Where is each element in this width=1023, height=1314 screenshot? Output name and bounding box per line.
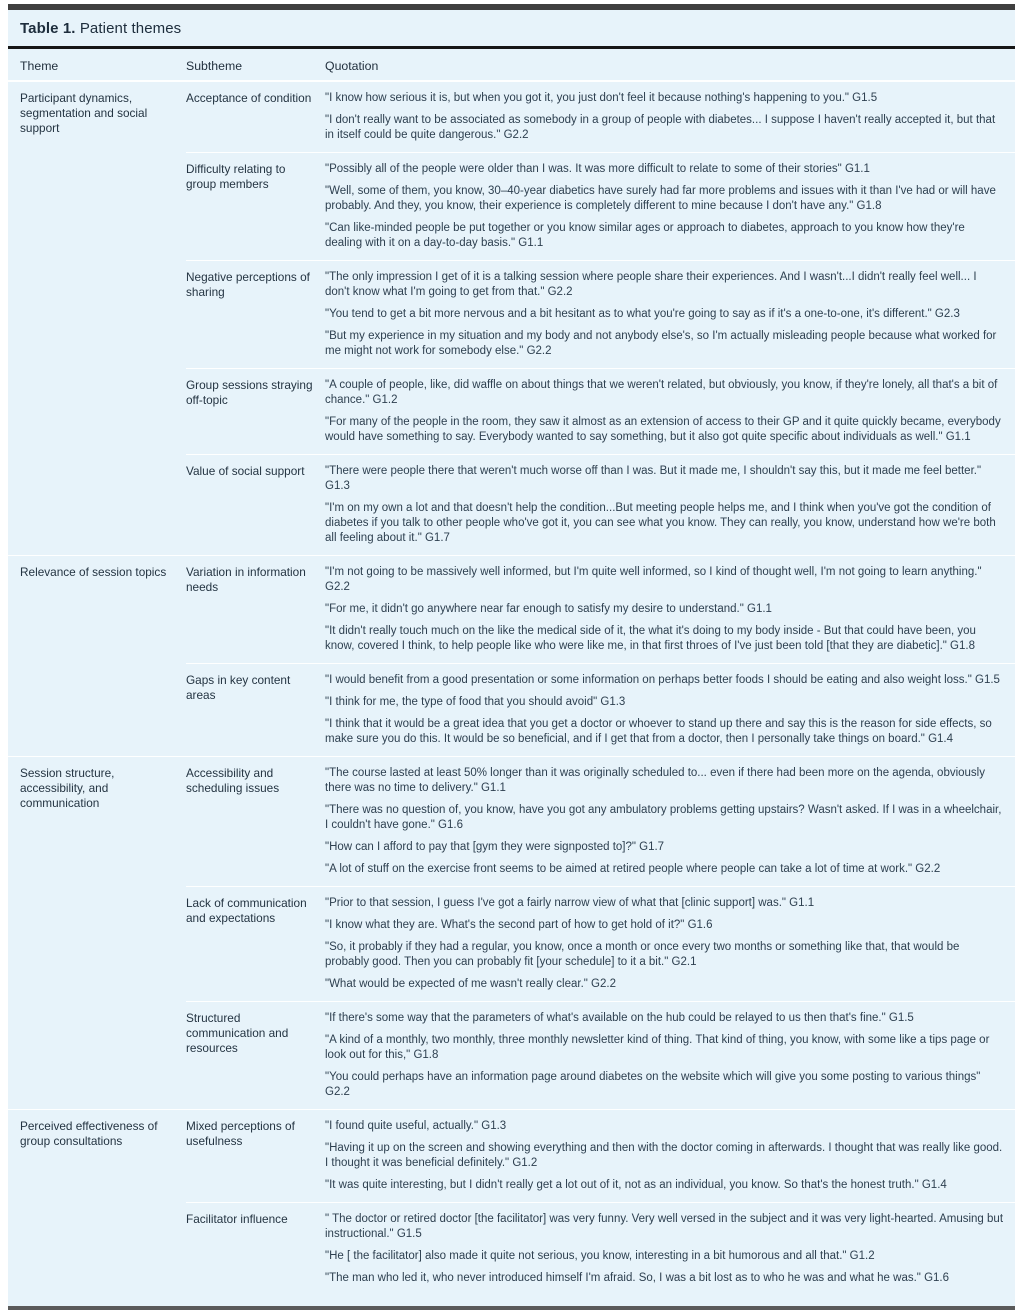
quotation-text: "He [ the facilitator] also made it quite not serious, you know, interesting in a bit humorous and all that." G1.2 [325, 1250, 875, 1262]
table-caption-label: Table 1. [20, 20, 76, 37]
quotation-text: "Well, some of them, you know, 30–40-year diabetics have surely had far more problems and issues with it than I've had or will have probably. And they, you know, their experience is completely different to mine because I don't have any." G1.8 [325, 185, 996, 212]
quotation-text: "There was no question of, you know, have you got any ambulatory problems getting upstairs? Wasn't asked. If I was in a wheelchair, I couldn't have gone." G1.6 [325, 804, 1002, 831]
quote-cell [325, 757, 1015, 887]
quote-cell [325, 556, 1015, 664]
quotation-text: "I think for me, the type of food that you should avoid" G1.3 [325, 696, 626, 708]
quote-cell [325, 1110, 1015, 1203]
table-caption [8, 10, 1015, 46]
theme-cell: Perceived effectiveness of group consultations [8, 1110, 186, 1296]
table-caption-text: Patient themes [79, 20, 182, 37]
quotation-text: "I'm not going to be massively well informed, but I'm quite well informed, so I kind of thought well, I'm not going to learn anything." G2.2 [325, 566, 982, 593]
table-row [8, 757, 1015, 887]
subtheme-cell: Acceptance of condition [186, 91, 312, 105]
quotation-text: "For me, it didn't go anywhere near far enough to satisfy my desire to understand." G1.1 [325, 603, 772, 615]
quotation-text: "I don't really want to be associated as somebody in a group of people with diabetes... I suppose I haven't really accepted it, but that in itself could be quite dangerous." G2.2 [325, 114, 996, 141]
subtheme-cell: Accessibility and scheduling issues [186, 757, 325, 887]
column-header-theme: Theme [8, 49, 186, 81]
quotation-text: "It didn't really touch much on the like the medical side of it, the what it's doing to my body inside - But that could have been, you know, covered I think, to help people like who were like me, in that first throes of I've just been told [that they are diabetic]." G1.8 [325, 625, 976, 652]
quote-cell [325, 261, 1015, 369]
subtheme-cell: Group sessions straying off-topic [186, 369, 325, 455]
quotation-text: "I know what they are. What's the second part of how to get hold of it?" G1.6 [325, 919, 713, 931]
quotation-text: "Having it up on the screen and showing everything and then with the doctor coming in afterwards. I thought that was really like good. I thought it was beneficial definitely." G1.2 [325, 1142, 1003, 1169]
quotation-text: "What would be expected of me wasn't really clear." G2.2 [325, 978, 616, 990]
table-body [8, 81, 1015, 1295]
quotation-text: "A lot of stuff on the exercise front seems to be aimed at retired people where people can take a lot of time at work." G2.2 [325, 863, 941, 875]
patient-themes-table [8, 49, 1015, 1295]
quote-cell [325, 81, 1015, 153]
subtheme-cell: Difficulty relating to group members [186, 153, 325, 261]
quotation-text: " The doctor or retired doctor [the facilitator] was very funny. Very well versed in the subject and it was very light-hearted. Amusing but instructional." G1.5 [325, 1213, 1004, 1240]
column-header-subtheme: Subtheme [186, 49, 325, 81]
quote-cell [325, 153, 1015, 261]
quotation-text: "The only impression I get of it is a talking session where people share their experiences. And I wasn't...I didn't really feel well... I don't know what I'm going to get from that." G2.2 [325, 271, 977, 298]
quotation-text: "A kind of a monthly, two monthly, three monthly newsletter kind of thing. That kind of thing, you know, with some like a tips page or look out for this," G1.8 [325, 1034, 990, 1061]
table-row [8, 1110, 1015, 1203]
quotation-text: "I'm on my own a lot and that doesn't help the condition...But meeting people helps me, and I think when you've got the condition of diabetes if you talk to other people who've got it, you can see what you know. They can really, you know, understand how we're both all feeling about it." G1.7 [325, 502, 996, 544]
subtheme-cell: Gaps in key content areas [186, 664, 325, 757]
quotation-text: "There were people there that weren't much worse off than I was. But it made me, I shouldn't say this, but it made me feel better." G1.3 [325, 465, 982, 492]
subtheme-cell: Lack of communication and expectations [186, 887, 325, 1002]
quote-cell [325, 1002, 1015, 1110]
subtheme-cell: Value of social support [186, 455, 325, 556]
quotation-text: "I would benefit from a good presentation or some information on perhaps better foods I should be eating and also weight loss." G1.5 [325, 674, 1000, 686]
subtheme-cell: Facilitator influence [186, 1203, 325, 1296]
quote-cell [325, 664, 1015, 757]
quotation-text: "I think that it would be a great idea that you get a doctor or whoever to stand up there and say this is the reason for side effects, so make sure you do this. It would be so beneficial, and if I get that from a doctor, then I personally take things on board." G1.4 [325, 718, 992, 745]
table-panel [8, 4, 1015, 1310]
theme-cell: Session structure, accessibility, and communication [8, 757, 186, 1110]
quotation-text: "A couple of people, like, did waffle on about things that we weren't related, but obviously, you know, if they're lonely, all that's a bit of chance." G1.2 [325, 379, 998, 406]
quotation-text: "Prior to that session, I guess I've got a fairly narrow view of what that [clinic support] was." G1.1 [325, 897, 815, 909]
header-row [8, 49, 1015, 81]
quote-cell [325, 455, 1015, 556]
quotation-text: "The course lasted at least 50% longer than it was originally scheduled to... even if there had been more on the agenda, obviously there was no time to delivery." G1.1 [325, 767, 985, 794]
quote-cell [325, 887, 1015, 1002]
table-row [8, 556, 1015, 664]
quote-cell [325, 1203, 1015, 1296]
quotation-text: "It was quite interesting, but I didn't really get a lot out of it, not as an individual, you know. So that's the honest truth." G1.4 [325, 1179, 947, 1191]
quotation-text: "How can I afford to pay that [gym they were signposted to]?" G1.7 [325, 841, 665, 853]
quotation-text: "You tend to get a bit more nervous and a bit hesitant as to what you're going to say as if it's a one-to-one, it's different." G2.3 [325, 308, 960, 320]
quotation-text: "The man who led it, who never introduced himself I'm afraid. So, I was a bit lost as to who he was and what he was." G1.6 [325, 1272, 950, 1284]
quotation-text: "I know how serious it is, but when you got it, you just don't feel it because nothing's happening to you." G1.5 [325, 92, 878, 104]
subtheme-cell: Negative perceptions of sharing [186, 261, 325, 369]
quotation-text: "For many of the people in the room, they saw it almost as an extension of access to their GP and it quite quickly became, everybody would have something to say. Everybody wanted to say something, but it also got quite specific about individuals as well." G1.1 [325, 416, 1001, 443]
table-row [8, 81, 1015, 153]
theme-cell: Participant dynamics, segmentation and social support [20, 91, 148, 135]
theme-cell: Relevance of session topics [8, 556, 186, 757]
quotation-text: "Possibly all of the people were older than I was. It was more difficult to relate to some of their stories" G1.1 [325, 163, 870, 175]
quotation-text: "You could perhaps have an information page around diabetes on the website which will give you some posting to various things" G2.2 [325, 1071, 981, 1098]
quotation-text: "Can like-minded people be put together or you know similar ages or approach to diabetes, approach to you know how they're dealing with it on a day-to-day basis." G1.1 [325, 222, 965, 249]
quotation-text: "I found quite useful, actually." G1.3 [325, 1120, 507, 1132]
quote-cell [325, 369, 1015, 455]
subtheme-cell: Mixed perceptions of usefulness [186, 1110, 325, 1203]
subtheme-cell: Variation in information needs [186, 556, 325, 664]
quotation-text: "But my experience in my situation and my body and not anybody else's, so I'm actually misleading people because what worked for me might not work for somebody else." G2.2 [325, 330, 997, 357]
column-header-quotation: Quotation [325, 49, 1015, 81]
quotation-text: "So, it probably if they had a regular, you know, once a month or once every two months or something like that, that would be probably good. Then you can probably fit [your schedule] to it a bit." G2.1 [325, 941, 960, 968]
subtheme-cell: Structured communication and resources [186, 1002, 325, 1110]
quotation-text: "If there's some way that the parameters of what's available on the hub could be relayed to us then that's fine." G1.5 [325, 1012, 914, 1024]
